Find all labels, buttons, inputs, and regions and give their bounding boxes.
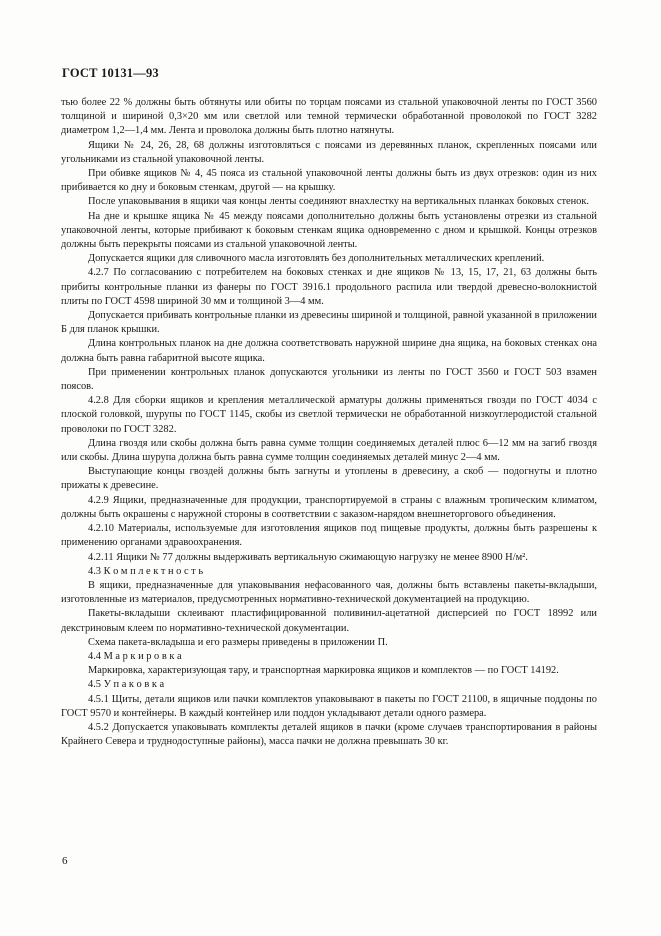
section-heading-marking: 4.4 М а р к и р о в к а (88, 650, 182, 662)
section-heading-completeness: 4.3 К о м п л е к т н о с т ь (88, 565, 204, 577)
clause-4-2-10: 4.2.10 Материалы, используемые для изготовления ящиков под пищевые продукты, должны быть разрешены к применению органами здравоохранения. (61, 523, 597, 549)
paragraph: При применении контрольных планок допускаются угольники из ленты по ГОСТ 3560 и ГОСТ 503 взамен поясов. (61, 366, 597, 393)
paragraph: Пакеты-вкладыши склеивают пластифицированной поливинил-ацетатной дисперсией по ГОСТ 18992 или декстриновым клеем по нормативно-технической документации. (61, 608, 597, 634)
clause-4-2-7: 4.2.7 По согласованию с потребителем на боковых стенках и дне ящиков № 13, 15, 17, 21, 63 должны быть прибиты контрольные планки из фанеры по ГОСТ 3916.1 продольного распила или твердой древесно-волокнистой плиты по ГОСТ 4598 шириной 30 мм и толщиной 3—4 мм. (61, 267, 597, 307)
paragraph: Схема пакета-вкладыша и его размеры приведены в приложении П. (88, 636, 388, 648)
paragraph: Длина гвоздя или скобы должна быть равна сумме толщин соединяемых деталей плюс 6—12 мм на загиб гвоздя или скобы. Длина шурупа должна быть равна сумме толщин соединяемых деталей минус 2—4 мм. (61, 437, 597, 464)
paragraph: Допускается ящики для сливочного масла изготовлять без дополнительных металлических креплений. (88, 253, 545, 265)
paragraph: Выступающие концы гвоздей должны быть загнуты и утоплены в древесину, а скоб — подогнуты и плотно прижаты к древесине. (61, 466, 597, 492)
paragraph: Маркировка, характеризующая тару, и транспортная маркировка ящиков и комплектов — по ГОСТ 14192. (88, 665, 559, 677)
paragraph: Ящики № 24, 26, 28, 68 должны изготовляться с поясами из деревянных планок, скрепленных поясами или угольниками из стальной упаковочной ленты. (61, 139, 597, 165)
paragraph: В ящики, предназначенные для упаковывания нефасованного чая, должны быть вставлены пакеты-вкладыши, изготовленные из материалов, предусмотренных нормативно-технической документацией на продукцию. (61, 579, 597, 606)
paragraph: Допускается прибивать контрольные планки из древесины шириной и толщиной, равной указанной в приложении Б для планок крышки. (61, 310, 597, 336)
paragraph: На дне и крышке ящика № 45 между поясами дополнительно должны быть установлены отрезки из стальной упаковочной ленты, которые прибивают к боковым стенкам ящика одновременно с дном и крышкой. Концы отрезков должны быть перекрыты поясами из стальной упаковочной ленты. (61, 210, 597, 251)
paragraph: Длина контрольных планок на дне должна соответствовать наружной ширине дна ящика, на боковых стенках она должна быть равна габаритной высоте ящика. (61, 338, 597, 364)
page-number: 6 (62, 855, 68, 867)
clause-4-2-9: 4.2.9 Ящики, предназначенные для продукции, транспортируемой в страны с влажным тропическим климатом, должны быть окрашены с наружной стороны в соответствии с заказом-нарядом внешнеторгового объединения. (61, 494, 597, 520)
clause-4-5-1: 4.5.1 Щиты, детали ящиков или пачки комплектов упаковывают в пакеты по ГОСТ 21100, в ящичные поддоны по ГОСТ 9570 и контейнеры. В каждый контейнер или поддон укладывают детали одного размера. (61, 693, 597, 719)
paragraph: После упаковывания в ящики чая концы ленты соединяют внахлестку на вертикальных планках боковых стенок. (88, 196, 590, 208)
section-heading-packaging: 4.5 У п а к о в к а (88, 679, 165, 691)
document-body (61, 96, 597, 749)
clause-4-2-8: 4.2.8 Для сборки ящиков и крепления металлической арматуры должны применяться гвозди по ГОСТ 4034 с плоской головкой, шурупы по ГОСТ 1145, скобы из светлой термически не обработанной низкоуглеродистой стальной проволоки по ГОСТ 3282. (61, 395, 597, 435)
clause-4-5-2: 4.5.2 Допускается упаковывать комплекты деталей ящиков в пачки (кроме случаев транспортирования в районы Крайнего Севера и труднодоступные районы), масса пачки не должна превышать 30 кг. (61, 721, 597, 748)
document-header: ГОСТ 10131—93 (62, 66, 159, 80)
paragraph-continuation: тью более 22 % должны быть обтянуты или обиты по торцам поясами из стальной упаковочной ленты по ГОСТ 3560 толщиной и шириной 0,3×20 мм или светлой или темной термически обработанной проволокой по ГОСТ 3282 диаметром 1,2—1,4 мм. Лента и проволока должны быть плотно натянуты. (61, 97, 597, 137)
clause-4-2-11: 4.2.11 Ящики № 77 должны выдерживать вертикальную сжимающую нагрузку не менее 8900 Н/м². (88, 551, 528, 563)
paragraph: При обивке ящиков № 4, 45 пояса из стальной упаковочной ленты должны быть из двух отрезков: один из них прибивается ко дну и боковым стенкам, другой — на крышку. (61, 168, 597, 194)
